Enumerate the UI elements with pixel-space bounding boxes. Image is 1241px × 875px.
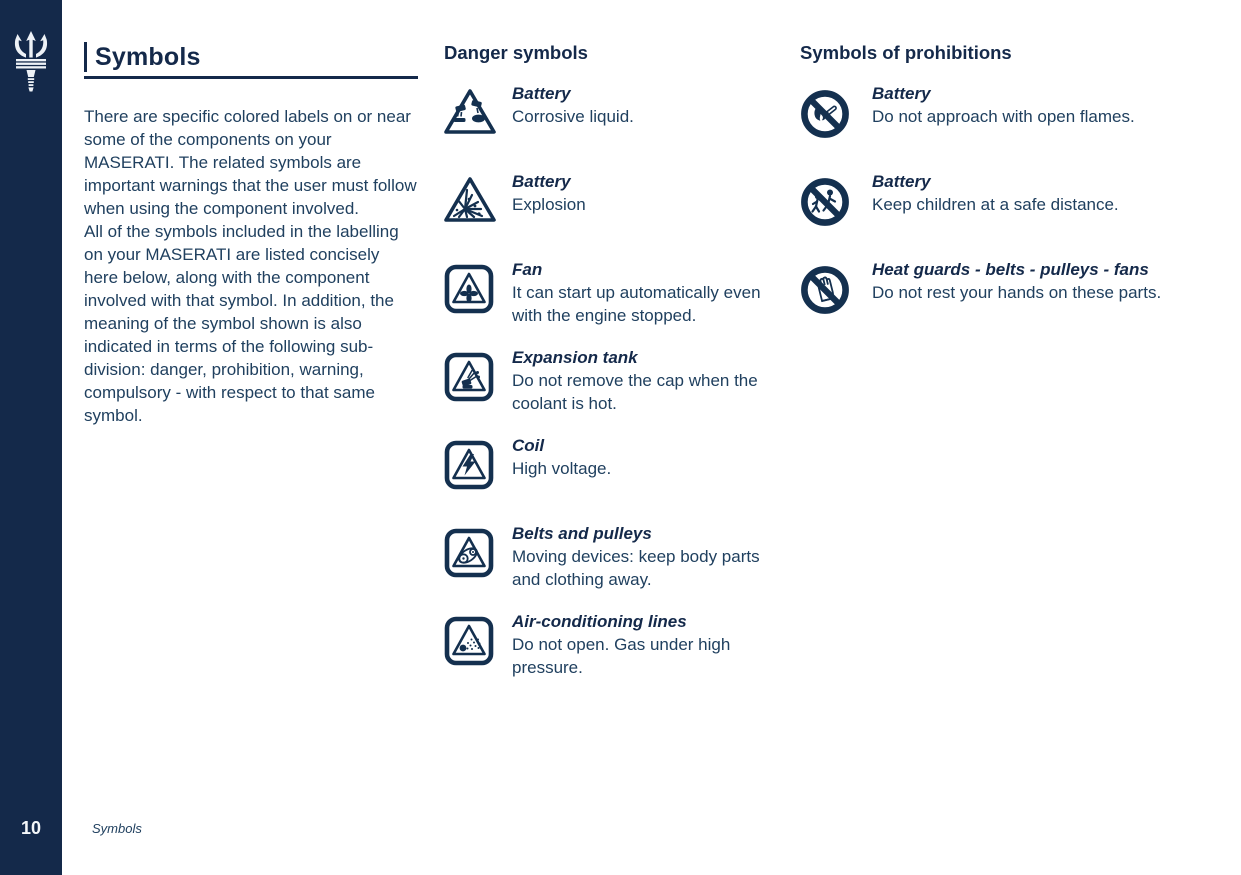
danger-item-battery-corrosive [444, 82, 790, 170]
danger-item-text: Corrosive liquid. [512, 107, 634, 126]
danger-item-battery-explosion [444, 170, 790, 258]
danger-item-text: It can start up automatically even with the engine stopped. [512, 283, 761, 325]
fan-warning-icon [444, 258, 496, 314]
danger-item-title: Expansion tank [512, 348, 638, 367]
prohibition-item-hands [800, 258, 1165, 346]
footer-section-label: Symbols [92, 821, 142, 836]
prohibition-item-title: Battery [872, 172, 931, 191]
danger-item-title: Battery [512, 84, 571, 103]
danger-symbols-section [444, 42, 790, 698]
danger-item-title: Air-conditioning lines [512, 612, 687, 631]
high-voltage-warning-icon [444, 434, 496, 490]
danger-item-coil [444, 434, 790, 522]
danger-item-text: Do not open. Gas under high pressure. [512, 635, 731, 677]
prohibition-item-title: Battery [872, 84, 931, 103]
explosion-triangle-icon [444, 170, 496, 223]
danger-item-belts-pulleys [444, 522, 790, 610]
prohibitions-section [800, 42, 1165, 346]
expansion-tank-warning-icon [444, 346, 496, 402]
danger-item-title: Belts and pulleys [512, 524, 652, 543]
danger-item-fan [444, 258, 790, 346]
intro-paragraph-1: There are specific colored labels on or near some of the components on your MASERATI. The related symbols are important warnings that the user must follow when using the component involved. [84, 107, 417, 218]
prohibition-item-text: Do not rest your hands on these parts. [872, 283, 1162, 302]
keep-children-away-icon [800, 170, 852, 227]
danger-item-air-conditioning [444, 610, 790, 698]
page-title: Symbols [84, 42, 418, 72]
prohibition-item-flames [800, 82, 1165, 170]
intro-paragraph-2: All of the symbols included in the labelling on your MASERATI are listed concisely here below, along with the component involved with that symbol. In addition, the meaning of the symbol shown is also indicated in terms of the following sub-division: danger, prohibition, warning, compulsory - with respect to that same symbol. [84, 222, 399, 425]
danger-item-text: High voltage. [512, 459, 612, 478]
danger-item-title: Coil [512, 436, 545, 455]
page-number: 10 [20, 818, 42, 838]
danger-item-title: Battery [512, 172, 571, 191]
danger-item-text: Explosion [512, 195, 586, 214]
prohibition-item-children [800, 170, 1165, 258]
prohibition-item-title: Heat guards - belts - pulleys - fans [872, 260, 1149, 279]
prohibitions-heading: Symbols of prohibitions [800, 42, 1012, 63]
maserati-trident-icon [6, 30, 56, 92]
no-open-flames-icon [800, 82, 852, 139]
danger-item-text: Do not remove the cap when the coolant is hot. [512, 371, 758, 413]
danger-symbols-heading: Danger symbols [444, 42, 588, 63]
danger-item-title: Fan [512, 260, 543, 279]
prohibition-item-text: Do not approach with open flames. [872, 107, 1135, 126]
corrosive-triangle-icon [444, 82, 496, 135]
danger-item-text: Moving devices: keep body parts and clothing away. [512, 547, 760, 589]
danger-item-expansion-tank [444, 346, 790, 434]
sidebar [0, 0, 62, 875]
gas-pressure-warning-icon [444, 610, 496, 666]
no-hands-icon [800, 258, 852, 315]
page-title-box [84, 42, 418, 79]
belts-pulleys-warning-icon [444, 522, 496, 578]
intro-section [84, 42, 418, 427]
prohibition-item-text: Keep children at a safe distance. [872, 195, 1119, 214]
